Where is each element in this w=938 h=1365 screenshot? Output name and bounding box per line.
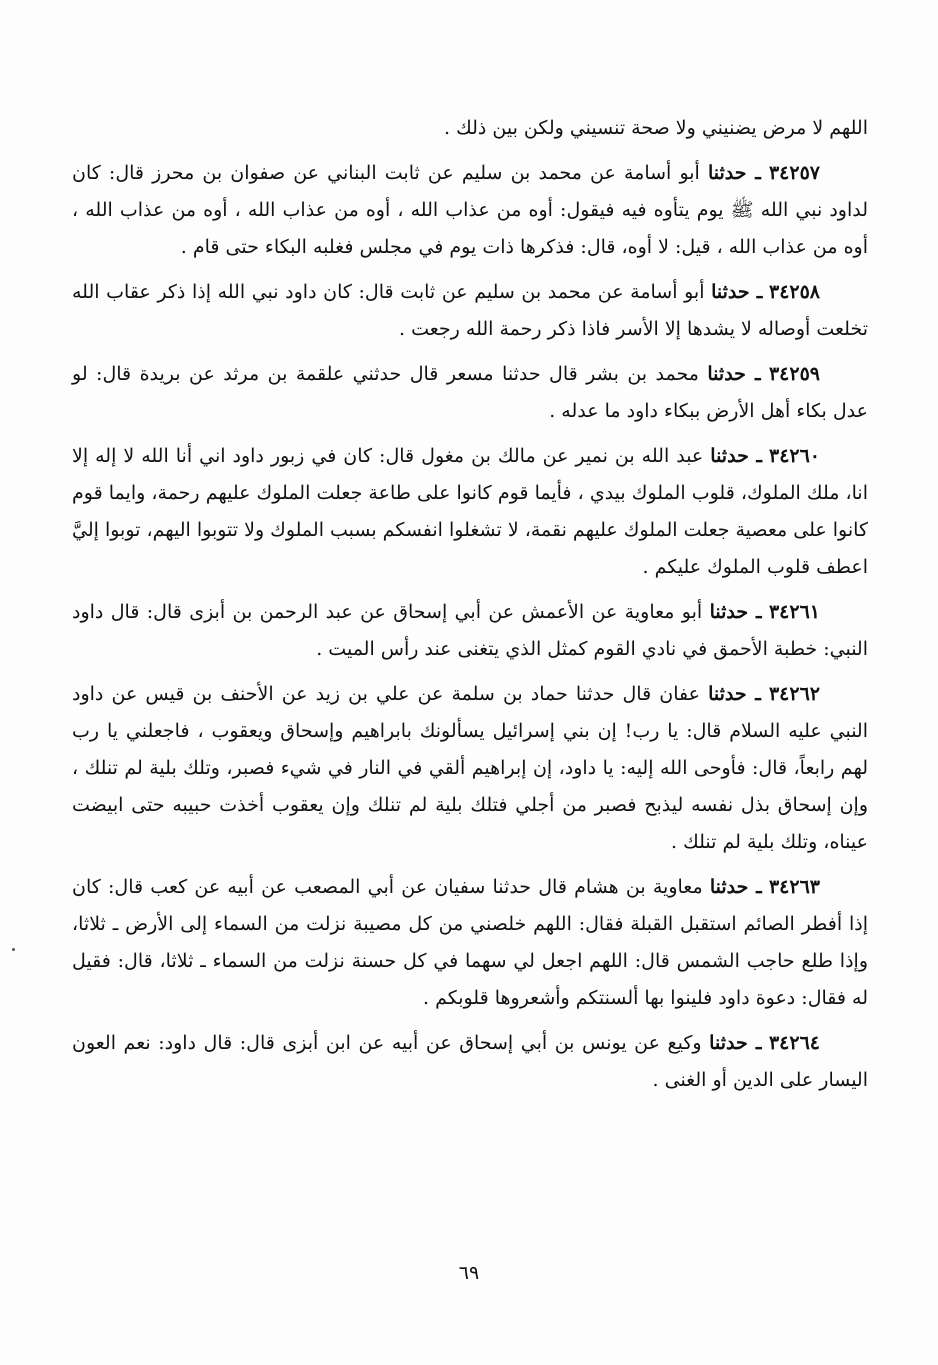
hadith-text: عبد الله بن نمير عن مالك بن مغول قال: كان في زبور داود اني أنا الله لا إله إلا انا، ملك الملوك، قلوب الملوك بيدي ، فأيما قوم كانوا على طاعة جعلت الملوك عليهم رحمة، وايما قوم كانوا على معصية جعلت الملوك عليهم نقمة، لا تشغلوا انفسكم بسبب الملوك ولا تتوبوا اليهم، توبوا إليَّ اعطف قلوب الملوك عليكم .: [72, 445, 869, 578]
hadith-number: ٣٤٢٥٨: [768, 281, 821, 303]
scan-speck: [12, 948, 15, 951]
hadith-entry: [72, 869, 868, 1017]
hadith-text: أبو معاوية عن الأعمش عن أبي إسحاق عن عبد الرحمن بن أبزى قال: قال داود النبي: خطبة الأحمق في نادي القوم كمثل الذي يتغنى عند رأس الميت .: [72, 601, 868, 660]
page-number: ٦٩: [458, 1262, 480, 1284]
hadith-lead: ـ حدثنا: [708, 162, 761, 184]
hadith-entry: [72, 356, 868, 430]
hadith-lead: ـ حدثنا: [709, 601, 762, 623]
hadith-lead: ـ حدثنا: [710, 445, 762, 467]
hadith-entry: [72, 274, 868, 348]
hadith-lead: ـ حدثنا: [709, 1032, 762, 1054]
opening-line: اللهم لا مرض يضنيني ولا صحة تنسيني ولكن بين ذلك .: [443, 117, 868, 139]
hadith-entry: [72, 1025, 868, 1099]
hadith-number: ٣٤٢٦٤: [768, 1032, 820, 1054]
hadith-text: محمد بن بشر قال حدثنا مسعر قال حدثني علقمة بن مرثد عن بريدة قال: لو عدل بكاء أهل الأرض ببكاء داود ما عدله .: [72, 363, 868, 422]
hadith-entry: [72, 676, 868, 861]
hadith-text: أبو أسامة عن محمد بن سليم عن ثابت البناني عن صفوان بن محرز قال: كان لداود نبي الله ﷺ يوم يتأوه فيه فيقول: أوه من عذاب الله ، أوه من عذاب الله ، أوه من عذاب الله ، أوه من عذاب الله ، قيل: لا أوه، قال: فذكرها ذات يوم في مجلس فغلبه البكاء حتى قام .: [72, 162, 868, 258]
body-text: [72, 110, 868, 1099]
hadith-entry: [72, 155, 868, 266]
hadith-number: ٣٤٢٦٠: [768, 445, 821, 467]
hadith-entry: [72, 594, 868, 668]
hadith-lead: ـ حدثنا: [708, 683, 761, 705]
hadith-lead: ـ حدثنا: [709, 876, 762, 898]
hadith-entry: [72, 438, 868, 586]
hadith-number: ٣٤٢٦١: [768, 601, 820, 623]
hadith-text: أبو أسامة عن محمد بن سليم عن ثابت قال: كان داود نبي الله إذا ذكر عقاب الله تخلعت أوصاله لا يشدها إلا الأسر فاذا ذكر رحمة الله رجعت .: [72, 281, 868, 340]
hadith-text: وكيع عن يونس بن أبي إسحاق عن أبيه عن ابن أبزى قال: قال داود: نعم العون اليسار على الدين أو الغنى .: [72, 1032, 868, 1091]
hadith-lead: ـ حدثنا: [707, 363, 761, 385]
hadith-text: معاوية بن هشام قال حدثنا سفيان عن أبي المصعب عن أبيه عن كعب قال: كان إذا أفطر الصائم استقبل القبلة فقال: اللهم خلصني من كل مصيبة نزلت من السماء إلى الأرض ـ ثلاثا، وإذا طلع حاجب الشمس قال: اللهم اجعل لي سهما في كل حسنة نزلت من السماء ـ ثلاثا، قال: فقيل له فقال: دعوة داود فلينوا بها ألسنتكم وأشعروها قلوبكم .: [72, 876, 868, 1009]
hadith-number: ٣٤٢٦٣: [768, 876, 820, 898]
hadith-number: ٣٤٢٦٢: [768, 683, 820, 705]
hadith-number: ٣٤٢٥٩: [768, 363, 820, 385]
hadith-lead: ـ حدثنا: [711, 281, 763, 303]
hadith-number: ٣٤٢٥٧: [768, 162, 820, 184]
hadith-text: عفان قال حدثنا حماد بن سلمة عن علي بن زيد عن الأحنف بن قيس عن داود النبي عليه السلام قال: يا رب! إن بني إسرائيل يسألونك بابراهيم وإسحاق ويعقوب ، فاجعلني يا رب لهم رابعاً، قال: فأوحى الله إليه: يا داود، إن إبراهيم ألقي في النار في شيء فصبر، وتلك بلية لم تنلك ، وإن إسحاق بذل نفسه ليذبح فصبر من أجلي فتلك بلية لم تنلك وإن يعقوب أخذت حبيبه حتى ابيضت عيناه، وتلك بلية لم تنلك .: [72, 683, 868, 853]
